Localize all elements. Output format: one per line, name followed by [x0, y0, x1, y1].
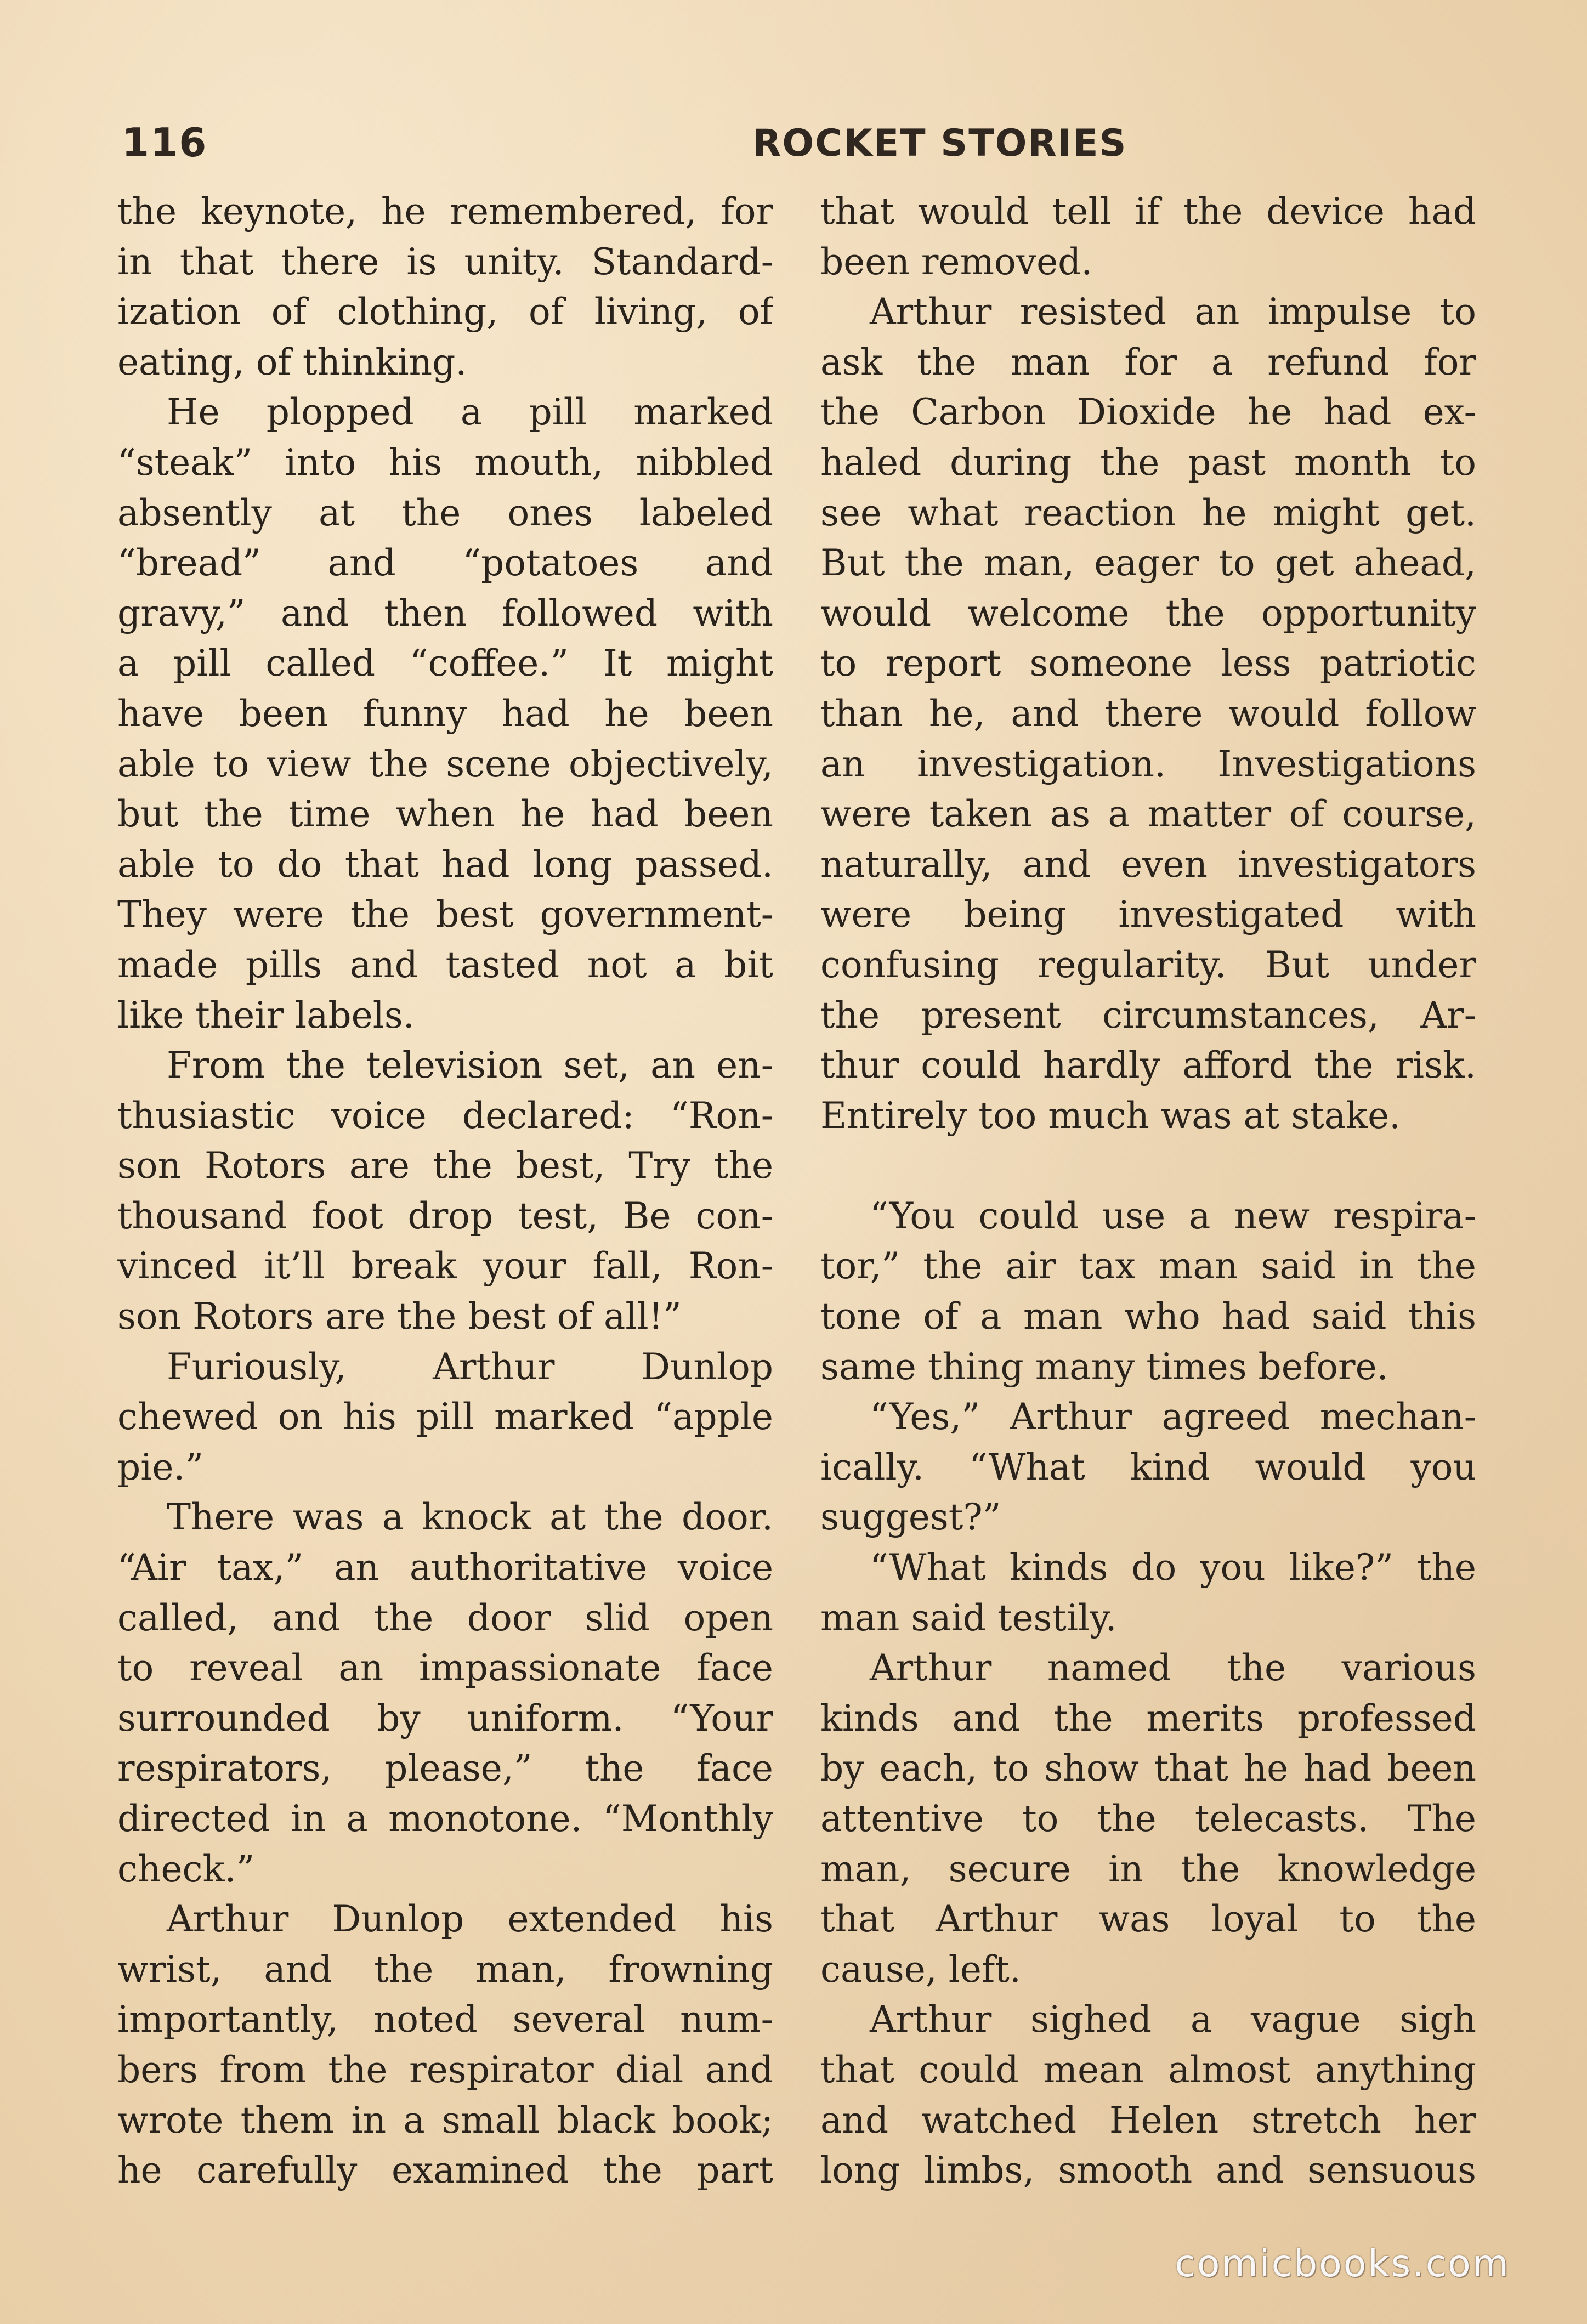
text-line: have been funny had he been [117, 692, 773, 735]
text-line: the keynote, he remembered, for [117, 190, 773, 233]
text-line: able to view the scene objectively, [117, 742, 773, 785]
text-line: He plopped a pill marked [167, 391, 773, 434]
left-text-column [117, 186, 773, 2196]
text-line: to reveal an impassionate face [117, 1647, 773, 1690]
text-line: tone of a man who had said this [820, 1295, 1476, 1338]
page-header [122, 115, 1471, 170]
text-line: but the time when he had been [117, 793, 773, 836]
text-line: “bread” and “potatoes and [117, 542, 773, 585]
text-line: bers from the respirator dial and [117, 2048, 773, 2091]
text-line: attentive to the telecasts. The [820, 1798, 1476, 1840]
section-break [820, 1141, 1476, 1191]
text-line: confusing regularity. But under [820, 943, 1476, 986]
text-line: an investigation. Investigations [820, 742, 1476, 785]
text-line: that would tell if the device had [820, 190, 1476, 233]
text-line: son Rotors are the best, Try the [117, 1144, 773, 1187]
running-head: ROCKET STORIES [752, 122, 1127, 165]
text-line: that Arthur was loyal to the [820, 1898, 1476, 1941]
text-line: thusiastic voice declared: “Ron- [117, 1094, 773, 1137]
text-line: “What kinds do you like?” the [870, 1546, 1476, 1589]
text-line: directed in a monotone. “Monthly [117, 1798, 773, 1840]
text-line: like their labels. [117, 994, 415, 1036]
text-line: absently at the ones labeled [117, 491, 773, 534]
text-line: that could mean almost anything [820, 2048, 1476, 2091]
text-line: “Yes,” Arthur agreed mechan- [870, 1396, 1476, 1438]
text-line: made pills and tasted not a bit [117, 943, 773, 986]
text-line: would welcome the opportunity [820, 592, 1476, 634]
text-line: man said testily. [820, 1596, 1117, 1639]
text-line: wrote them in a small black book; [117, 2099, 773, 2141]
text-line: were taken as a matter of course, [820, 793, 1476, 836]
text-line: eating, of thinking. [117, 341, 467, 383]
text-line: son Rotors are the best of all!” [117, 1295, 682, 1338]
text-line: thur could hardly afford the risk. [820, 1044, 1476, 1087]
text-line: naturally, and even investigators [820, 843, 1476, 886]
text-line: in that there is unity. Standard- [117, 240, 773, 283]
text-line: From the television set, an en- [167, 1044, 773, 1087]
text-line: were being investigated with [820, 893, 1476, 936]
text-line: “You could use a new respira- [870, 1194, 1476, 1237]
text-line: Arthur Dunlop extended his [167, 1898, 773, 1941]
text-line: to report someone less patriotic [820, 642, 1476, 685]
watermark: comicbooks.com [1175, 2242, 1510, 2286]
text-line: and watched Helen stretch her [820, 2099, 1476, 2141]
text-line: same thing many times before. [820, 1345, 1388, 1388]
text-line: ask the man for a refund for [820, 341, 1476, 383]
text-line: vinced it’ll break your fall, Ron- [117, 1245, 773, 1288]
text-line: kinds and the merits professed [820, 1697, 1476, 1739]
text-line: man, secure in the knowledge [820, 1847, 1476, 1890]
text-line: able to do that had long passed. [117, 843, 773, 886]
text-line: suggest?” [820, 1496, 1001, 1539]
text-line: called, and the door slid open [117, 1596, 773, 1639]
text-line: There was a knock at the door. [167, 1496, 773, 1539]
text-line: Entirely too much was at stake. [820, 1094, 1401, 1137]
text-line: thousand foot drop test, Be con- [117, 1194, 773, 1237]
text-line: check.” [117, 1847, 255, 1890]
text-line: than he, and there would follow [820, 692, 1476, 735]
text-line: a pill called “coffee.” It might [117, 642, 773, 685]
text-line: surrounded by uniform. “Your [117, 1697, 773, 1739]
right-text-column [820, 186, 1476, 2196]
text-line: Arthur named the various [870, 1647, 1476, 1690]
text-line: Arthur resisted an impulse to [870, 291, 1476, 333]
text-line: “Air tax,” an authoritative voice [117, 1546, 773, 1589]
text-line: Furiously, Arthur Dunlop [167, 1345, 773, 1388]
text-line: respirators, please,” the face [117, 1747, 773, 1790]
text-line: Arthur sighed a vague sigh [870, 1998, 1476, 2041]
text-line: “steak” into his mouth, nibbled [117, 441, 773, 484]
text-line: long limbs, smooth and sensuous [820, 2149, 1476, 2192]
text-line: ically. “What kind would you [820, 1446, 1476, 1488]
text-line: But the man, eager to get ahead, [820, 542, 1476, 585]
text-line: importantly, noted several num- [117, 1998, 773, 2041]
text-line: chewed on his pill marked “apple [117, 1396, 773, 1438]
text-line: the present circumstances, Ar- [820, 994, 1476, 1036]
text-line: the Carbon Dioxide he had ex- [820, 391, 1476, 434]
text-line: by each, to show that he had been [820, 1747, 1476, 1790]
text-line: been removed. [820, 240, 1093, 283]
text-line: wrist, and the man, frowning [117, 1948, 773, 1991]
text-line: gravy,” and then followed with [117, 592, 773, 634]
text-line: haled during the past month to [820, 441, 1476, 484]
text-line: cause, left. [820, 1948, 1021, 1991]
text-line: pie.” [117, 1446, 204, 1488]
text-line: he carefully examined the part [117, 2149, 773, 2192]
text-line: ization of clothing, of living, of [117, 291, 773, 333]
text-line: see what reaction he might get. [820, 491, 1476, 534]
text-line: tor,” the air tax man said in the [820, 1245, 1476, 1288]
page-number: 116 [122, 120, 208, 166]
text-line: They were the best government- [117, 893, 773, 936]
